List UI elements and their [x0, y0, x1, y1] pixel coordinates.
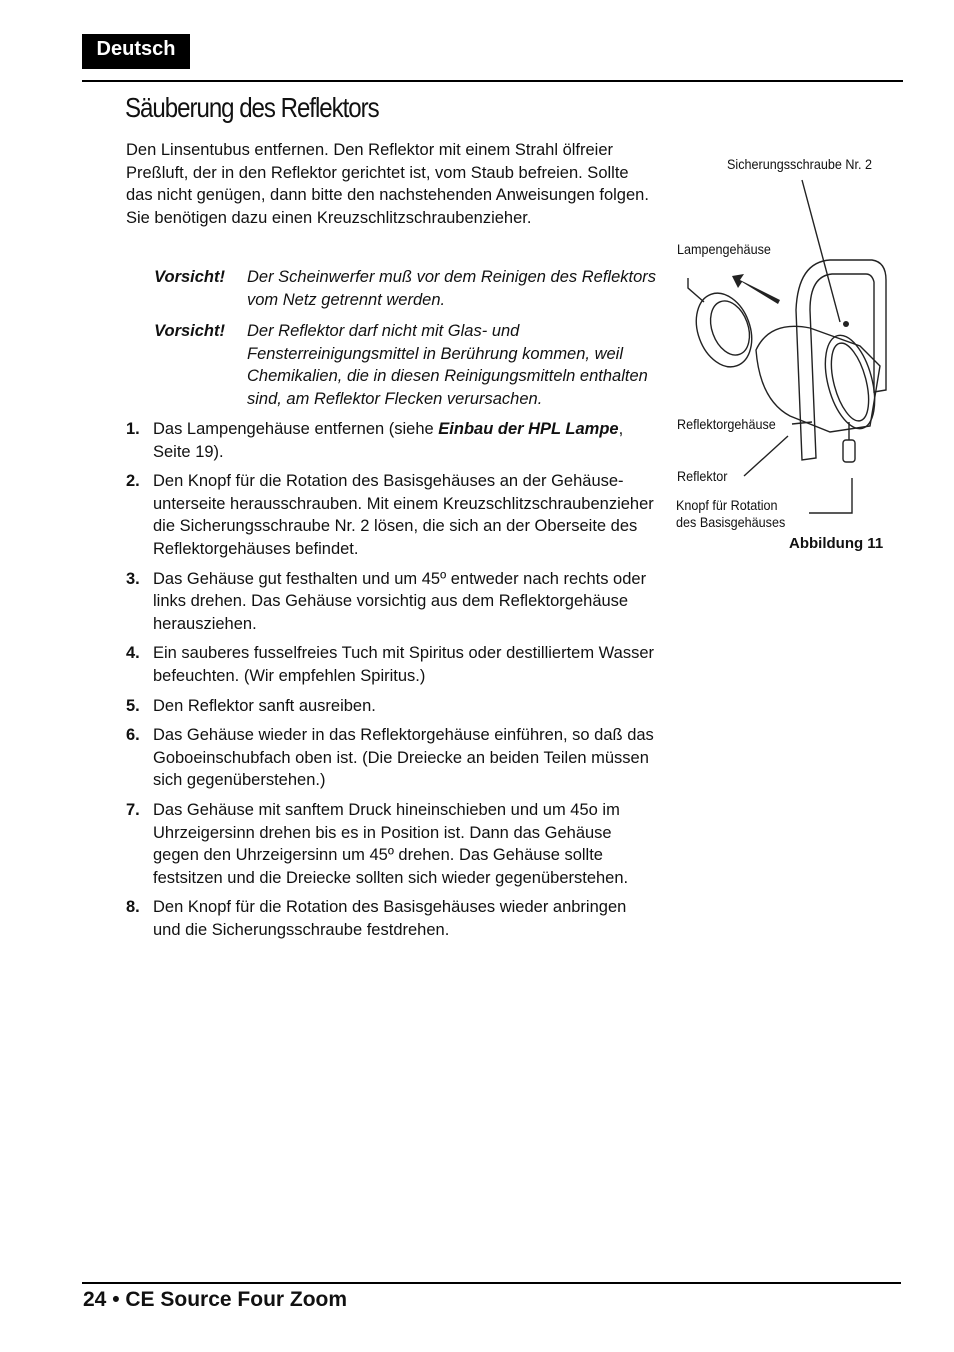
- step-number: 8.: [126, 898, 140, 917]
- caution-note: [126, 266, 656, 311]
- step-text: Das Gehäuse wieder in das Reflektorgehäuse einführen, so daß das Goboeinschubfach oben ist. (Die Dreiecke an beiden Teilen müssen sich gegenüberstehen.): [153, 726, 654, 790]
- caution-text: Der Scheinwerfer muß vor dem Reinigen des Reflektors vom Netz getrennt werden.: [247, 268, 656, 309]
- caution-label: Vorsicht!: [154, 322, 225, 340]
- list-item: [126, 724, 656, 792]
- step-text: Ein sauberes fusselfreies Tuch mit Spiritus oder destilliertem Wasser befeuchten. (Wir empfehlen Spiritus.): [153, 644, 654, 685]
- language-tab: Deutsch: [82, 34, 190, 69]
- intro-paragraph: Den Linsentubus entfernen. Den Reflektor mit einem Strahl ölfreier Preßluft, der in den Reflektor gerichtet ist, vom Staub befreien. Sollte das nicht genügen, dann bitte den nachstehenden Anweisungen folgen. Sie benötigen dazu einen Kreuzschlitzschraubenzieher.: [126, 141, 649, 227]
- label-lamp-housing: Lampengehäuse: [677, 241, 771, 257]
- label-reflector-housing: Reflektorgehäuse: [677, 416, 776, 432]
- list-item: [126, 799, 656, 889]
- step-text: Den Knopf für die Rotation des Basisgehäuses an der Gehäuse-unterseite herausschrauben. Mit einem Kreuzschlitzschraubenzieher die Sicherungsschraube Nr. 2 lösen, die sich an der Oberseite des Reflektorgehäuses befindet.: [153, 472, 654, 558]
- step-number: 3.: [126, 569, 140, 588]
- step-number: 7.: [126, 800, 140, 819]
- section-title: Säuberung des Reflektors: [125, 92, 379, 123]
- list-item: [126, 418, 656, 463]
- instruction-list: [126, 418, 656, 948]
- caution-label: Vorsicht!: [154, 268, 225, 286]
- figure-caption: Abbildung 11: [789, 535, 884, 552]
- label-knob-line2: des Basisgehäuses: [676, 514, 786, 530]
- figure-11: [660, 140, 910, 560]
- step-number: 4.: [126, 644, 140, 663]
- list-item: [126, 470, 656, 560]
- label-reflector: Reflektor: [677, 468, 728, 484]
- bottom-rule: [82, 1282, 901, 1284]
- caution-note: [126, 320, 656, 410]
- caution-text: Der Reflektor darf nicht mit Glas- und Fensterreinigungsmittel in Berührung kommen, weil Chemikalien, die in diesen Reinigungsmitteln enthalten sind, am Reflektor Flecken verursachen.: [247, 322, 648, 408]
- step-number: 6.: [126, 726, 140, 745]
- cross-reference-link[interactable]: Einbau der HPL Lampe: [438, 420, 619, 438]
- list-item: [126, 642, 656, 687]
- list-item: [126, 695, 656, 718]
- step-number: 2.: [126, 472, 140, 491]
- list-item: [126, 568, 656, 636]
- page-footer: 24 • CE Source Four Zoom: [83, 1288, 348, 1311]
- step-text: Den Reflektor sanft ausreiben.: [153, 696, 376, 715]
- step-text: Das Gehäuse gut festhalten und um 45º entweder nach rechts oder links drehen. Das Gehäuse vorsichtig aus dem Reflektorgehäuse herausziehen.: [153, 569, 647, 633]
- step-text: Das Lampengehäuse entfernen (siehe Einbau der HPL Lampe, Seite 19).: [153, 420, 624, 461]
- label-screw: Sicherungsschraube Nr. 2: [727, 156, 872, 172]
- top-rule: [82, 80, 903, 82]
- step-text: Den Knopf für die Rotation des Basisgehäuses wieder anbringen und die Sicherungsschraube festdrehen.: [153, 898, 627, 939]
- list-item: [126, 896, 656, 941]
- step-number: 1.: [126, 420, 140, 438]
- label-knob-line1: Knopf für Rotation: [676, 497, 778, 513]
- step-text: Das Gehäuse mit sanftem Druck hineinschieben und um 45o im Uhrzeigersinn drehen bis es in Position ist. Dann das Gehäuse gegen den Uhrzeigersinn um 45º drehen. Das Gehäuse sollte festsitzen und die Dreiecke sollten sich wieder gegenüberstehen.: [153, 800, 629, 887]
- step-number: 5.: [126, 696, 140, 715]
